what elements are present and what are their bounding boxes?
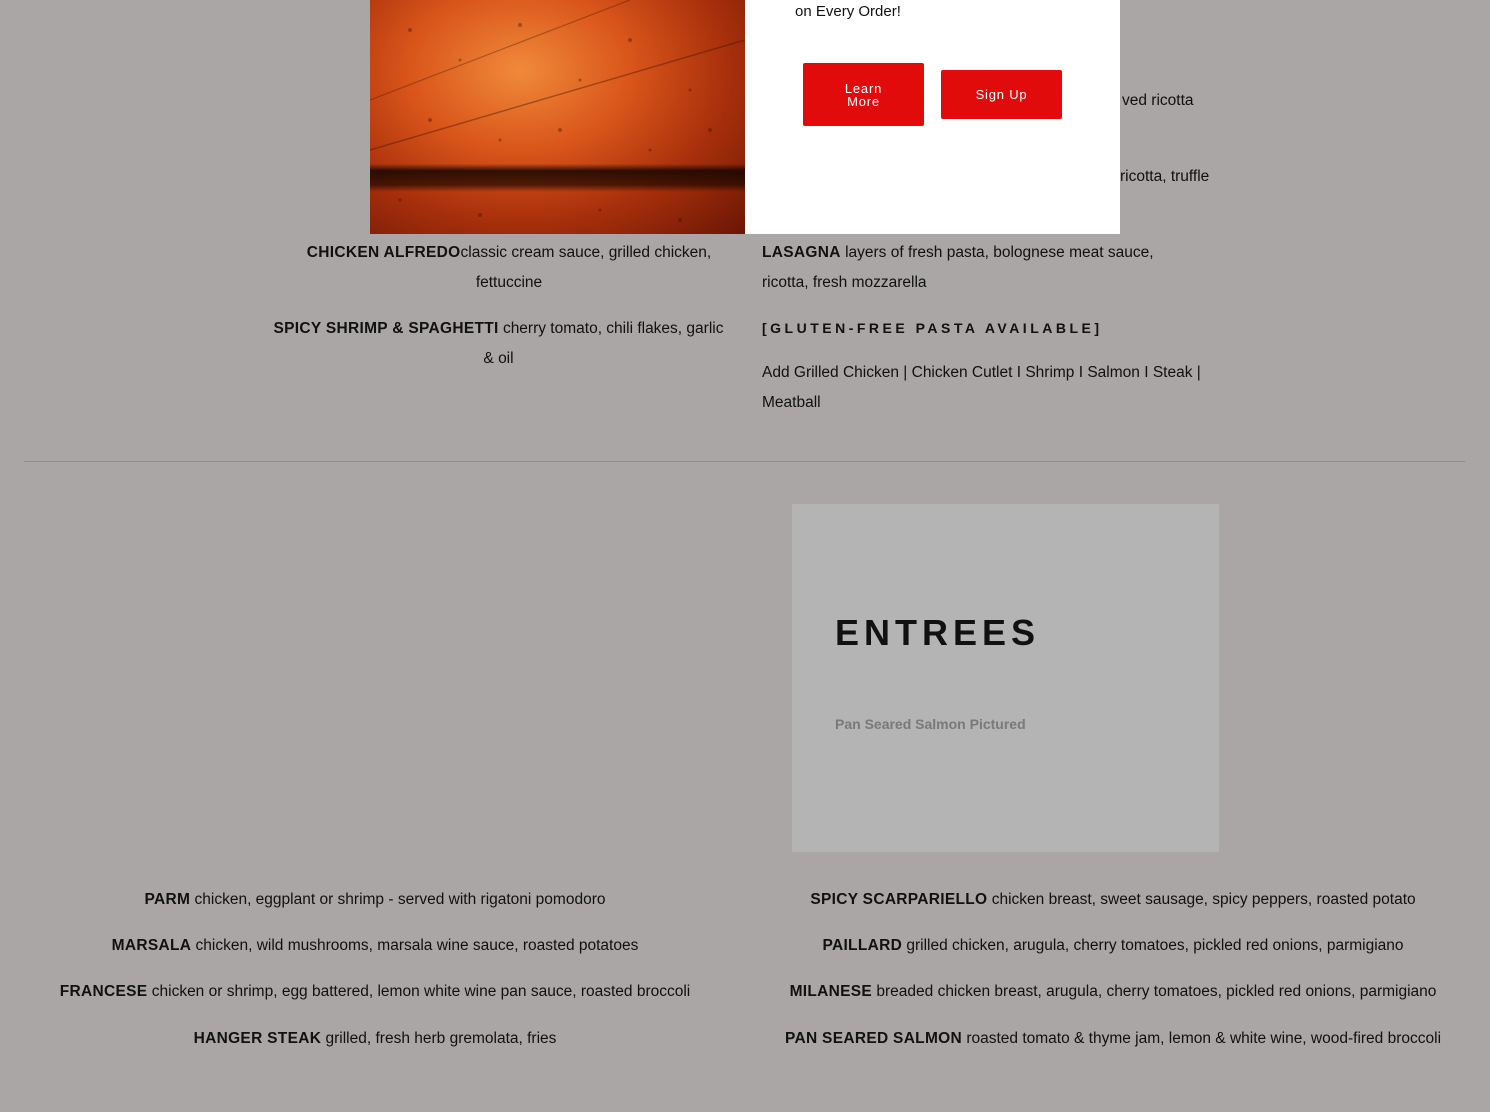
gluten-free-note: [GLUTEN-FREE PASTA AVAILABLE]	[762, 320, 1103, 336]
pasta-item-spicy-shrimp: SPICY SHRIMP & SPAGHETTI cherry tomato, chili flakes, garlic & oil	[273, 320, 724, 367]
entree-item-paillard: PAILLARD grilled chicken, arugula, cherry tomatoes, pickled red onions, parmigiano	[822, 937, 1404, 954]
pasta-right-fragment-2: ricotta, truffle	[1120, 168, 1210, 185]
popup-offer-text: on Every Order!	[795, 3, 901, 20]
learn-more-button[interactable]	[803, 63, 924, 126]
learn-more-label: Learn More	[844, 80, 883, 109]
entree-item-hanger-steak: HANGER STEAK grilled, fresh herb gremolata, fries	[193, 1030, 557, 1047]
pasta-right-fragment-1: ved ricotta	[1122, 92, 1194, 109]
popup-pizza-oven-image	[370, 0, 745, 234]
entree-item-parm: PARM chicken, eggplant or shrimp - served with rigatoni pomodoro	[144, 891, 606, 908]
entree-item-spicy-scarpariello: SPICY SCARPARIELLO chicken breast, sweet sausage, spicy peppers, roasted potato	[810, 891, 1416, 908]
section-divider	[24, 461, 1465, 462]
entrees-card	[792, 504, 1219, 852]
entree-item-pan-seared-salmon: PAN SEARED SALMON roasted tomato & thyme jam, lemon & white wine, wood-fired broccoli	[784, 1030, 1442, 1047]
entree-item-marsala: MARSALA chicken, wild mushrooms, marsala wine sauce, roasted potatoes	[111, 937, 639, 954]
entree-item-francese: FRANCESE chicken or shrimp, egg battered, lemon white wine pan sauce, roasted broccoli	[59, 983, 691, 1000]
entree-item-milanese: MILANESE breaded chicken breast, arugula, cherry tomatoes, pickled red onions, parmigiano	[789, 983, 1437, 1000]
entrees-title: ENTREES	[835, 612, 1041, 653]
pasta-item-lasagna: LASAGNA layers of fresh pasta, bolognese meat sauce, ricotta, fresh mozzarella	[762, 244, 1154, 291]
pasta-item-chicken-alfredo: CHICKEN ALFREDOclassic cream sauce, grilled chicken, fettuccine	[306, 244, 712, 291]
add-ons-text: Add Grilled Chicken | Chicken Cutlet I Shrimp I Salmon I Steak | Meatball	[762, 364, 1201, 411]
oven-texture-graphic	[370, 0, 745, 234]
sign-up-button[interactable]: Sign Up	[941, 70, 1062, 119]
entrees-image-caption: Pan Seared Salmon Pictured	[835, 716, 1026, 732]
